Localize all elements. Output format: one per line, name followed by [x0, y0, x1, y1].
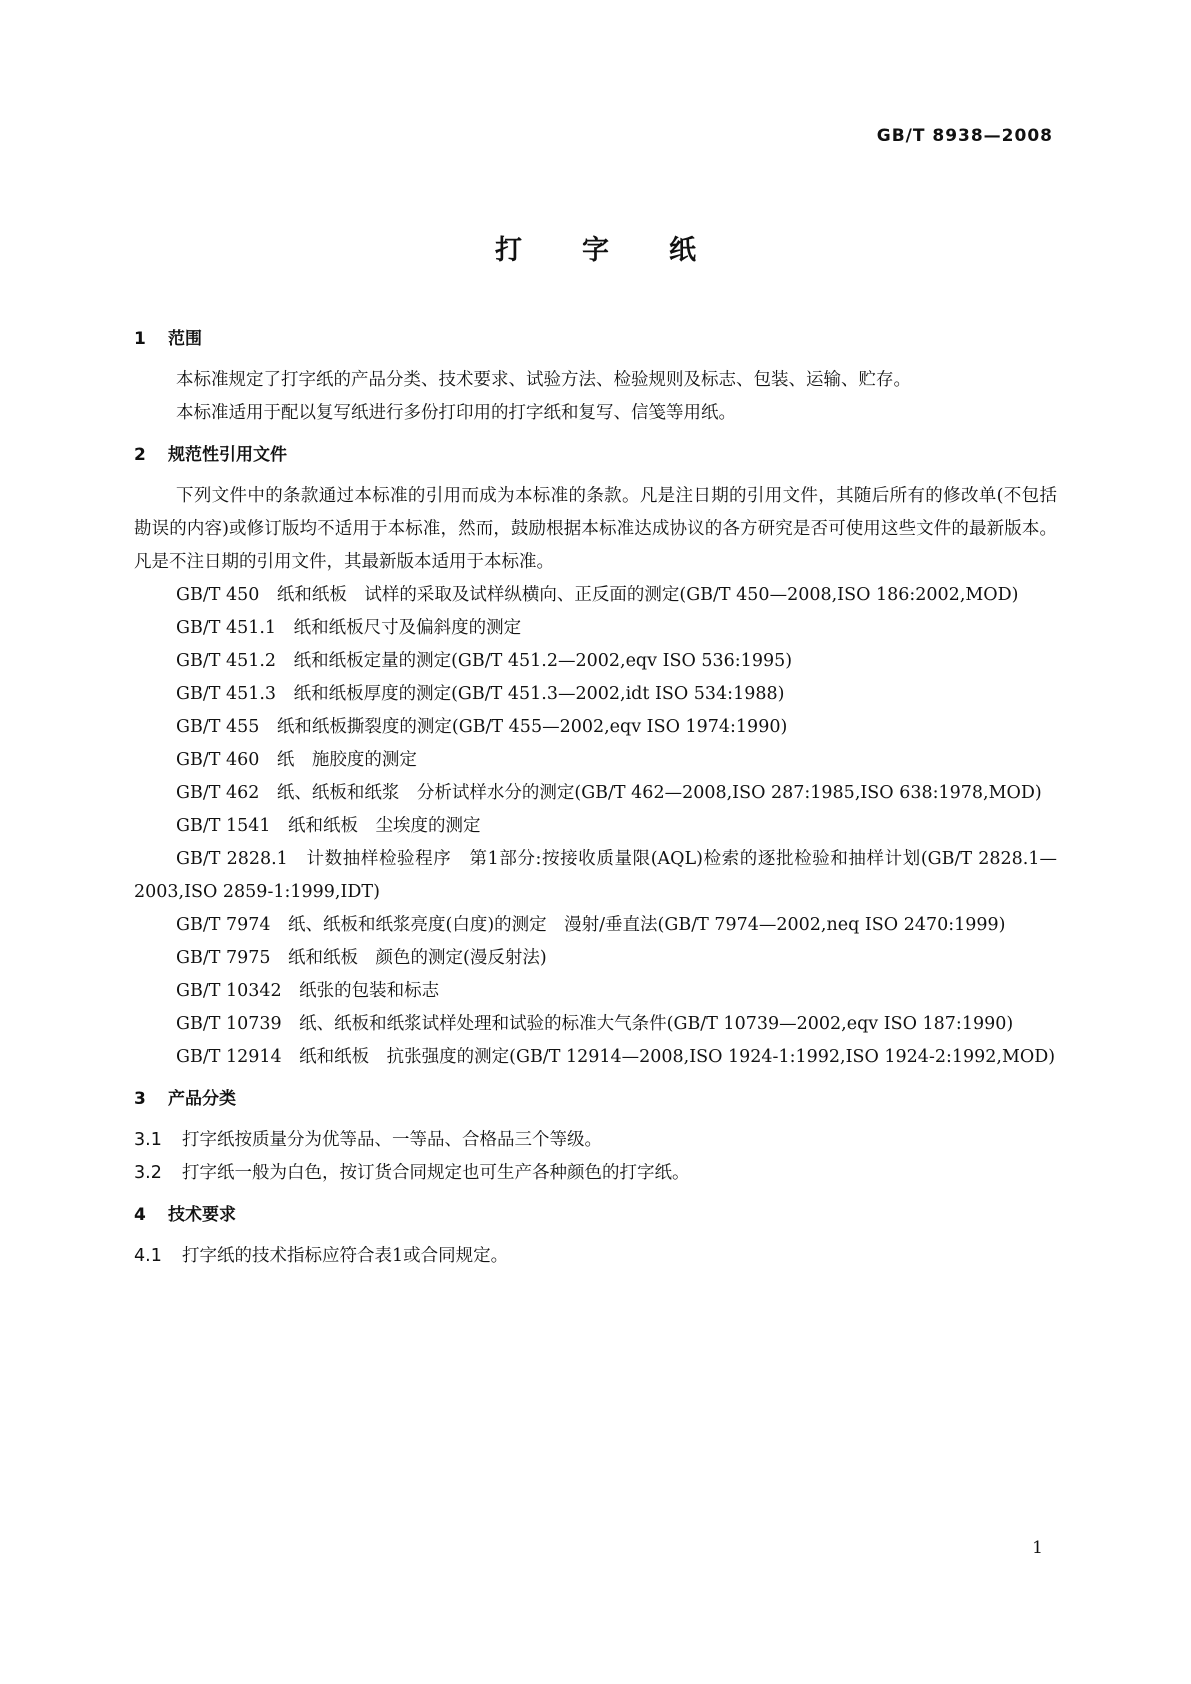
reference-entry: GB/T 450 纸和纸板 试样的采取及试样纵横向、正反面的测定(GB/T 450—2008,ISO 186:2002,MOD) — [176, 585, 1019, 605]
reference-entry: GB/T 451.1 纸和纸板尺寸及偏斜度的测定 — [176, 618, 522, 638]
clause-text: 打字纸一般为白色，按订货合同规定也可生产各种颜色的打字纸。 — [182, 1163, 690, 1183]
document-body — [134, 326, 1057, 1273]
section-heading-technical-requirements — [134, 1202, 1057, 1228]
section-heading-normative-references — [134, 442, 1057, 468]
clause-text: 打字纸按质量分为优等品、一等品、合格品三个等级。 — [182, 1130, 602, 1150]
paragraph: 本标准规定了打字纸的产品分类、技术要求、试验方法、检验规则及标志、包装、运输、贮存。 — [176, 370, 911, 390]
title-char: 纸 — [669, 235, 696, 266]
paragraph: 下列文件中的条款通过本标准的引用而成为本标准的条款。凡是注日期的引用文件，其随后所有的修改单(不包括勘误的内容)或修订版均不适用于本标准，然而，鼓励根据本标准达成协议的各方研究是否可使用这些文件的最新版本。凡是不注日期的引用文件，其最新版本适用于本标准。 — [134, 486, 1057, 572]
clause-number: 3.2 — [134, 1163, 162, 1183]
reference-entry: GB/T 451.2 纸和纸板定量的测定(GB/T 451.2—2002,eqv ISO 536:1995) — [176, 651, 793, 671]
section-number: 4 — [134, 1205, 146, 1225]
section-title: 规范性引用文件 — [168, 445, 287, 465]
reference-entry: GB/T 1541 纸和纸板 尘埃度的测定 — [176, 816, 481, 836]
title-char: 字 — [582, 235, 609, 266]
reference-entry: GB/T 451.3 纸和纸板厚度的测定(GB/T 451.3—2002,idt ISO 534:1988) — [176, 684, 785, 704]
section-title: 技术要求 — [168, 1205, 236, 1225]
reference-entry: GB/T 10739 纸、纸板和纸浆试样处理和试验的标准大气条件(GB/T 10739—2002,eqv ISO 187:1990) — [176, 1014, 1014, 1034]
reference-entry: GB/T 12914 纸和纸板 抗张强度的测定(GB/T 12914—2008,ISO 1924-1:1992,ISO 1924-2:1992,MOD) — [176, 1047, 1056, 1067]
section-heading-scope — [134, 326, 1057, 352]
section-number: 1 — [134, 329, 146, 349]
section-number: 3 — [134, 1089, 146, 1109]
document-title — [0, 228, 1191, 267]
reference-entry: GB/T 455 纸和纸板撕裂度的测定(GB/T 455—2002,eqv ISO 1974:1990) — [176, 717, 788, 737]
clause — [134, 1240, 1057, 1273]
reference-entry: GB/T 462 纸、纸板和纸浆 分析试样水分的测定(GB/T 462—2008,ISO 287:1985,ISO 638:1978,MOD) — [176, 783, 1042, 803]
page-number: 1 — [1032, 1538, 1043, 1558]
section-heading-product-classification — [134, 1086, 1057, 1112]
clause-text: 打字纸的技术指标应符合表1或合同规定。 — [182, 1246, 509, 1266]
section-number: 2 — [134, 445, 146, 465]
reference-entry: GB/T 7975 纸和纸板 颜色的测定(漫反射法) — [176, 948, 547, 968]
standard-code: GB/T 8938—2008 — [876, 126, 1053, 146]
clause — [134, 1124, 1057, 1157]
clause-number: 3.1 — [134, 1130, 162, 1150]
clause-number: 4.1 — [134, 1246, 162, 1266]
clause — [134, 1157, 1057, 1190]
reference-entry: GB/T 2828.1 计数抽样检验程序 第1部分:按接收质量限(AQL)检索的逐批检验和抽样计划(GB/T 2828.1—2003,ISO 2859-1:1999,IDT) — [134, 849, 1057, 902]
reference-entry: GB/T 460 纸 施胶度的测定 — [176, 750, 417, 770]
section-title: 范围 — [168, 329, 202, 349]
reference-entry: GB/T 10342 纸张的包装和标志 — [176, 981, 440, 1001]
reference-entry: GB/T 7974 纸、纸板和纸浆亮度(白度)的测定 漫射/垂直法(GB/T 7974—2002,neq ISO 2470:1999) — [176, 915, 1006, 935]
paragraph: 本标准适用于配以复写纸进行多份打印用的打字纸和复写、信笺等用纸。 — [176, 403, 736, 423]
section-title: 产品分类 — [168, 1089, 236, 1109]
title-char: 打 — [495, 235, 522, 266]
